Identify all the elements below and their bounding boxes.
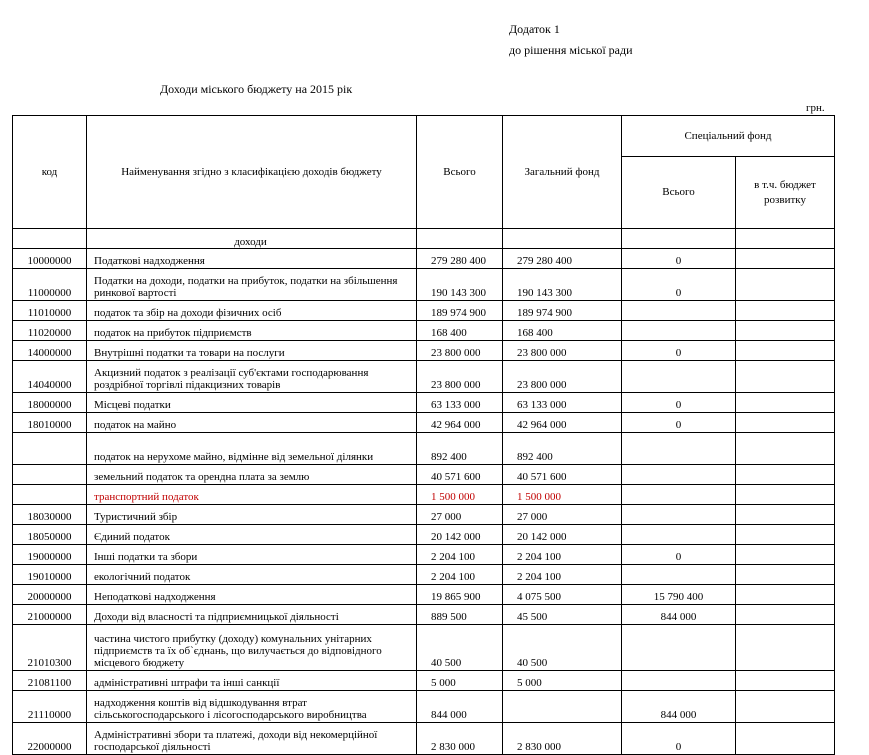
row-code	[13, 465, 87, 485]
row-general-fund: 63 133 000	[503, 393, 622, 413]
row-special-total: 0	[622, 393, 736, 413]
row-code: 18010000	[13, 413, 87, 433]
row-code: 21081100	[13, 671, 87, 691]
row-special-development	[736, 525, 835, 545]
row-general-fund: 190 143 300	[503, 269, 622, 301]
row-special-total	[622, 505, 736, 525]
row-code: 11010000	[13, 301, 87, 321]
row-general-fund: 20 142 000	[503, 525, 622, 545]
row-general-fund: 23 800 000	[503, 341, 622, 361]
table-row	[13, 585, 835, 605]
row-general-fund: 279 280 400	[503, 249, 622, 269]
table-row	[13, 671, 835, 691]
row-total: 40 571 600	[417, 465, 503, 485]
row-special-total	[622, 671, 736, 691]
annex-label: Додаток 1	[509, 22, 560, 36]
row-code: 11000000	[13, 269, 87, 301]
row-general-fund: 40 571 600	[503, 465, 622, 485]
row-total: 2 830 000	[417, 723, 503, 755]
row-name: Місцеві податки	[87, 393, 417, 413]
row-general-fund: 1 500 000	[503, 485, 622, 505]
row-special-development	[736, 465, 835, 485]
row-code: 18050000	[13, 525, 87, 545]
table-row	[13, 545, 835, 565]
row-special-total: 0	[622, 249, 736, 269]
row-special-total: 0	[622, 341, 736, 361]
row-general-fund	[503, 691, 622, 723]
table-row	[13, 465, 835, 485]
section-label: доходи	[87, 229, 417, 249]
row-name: надходження коштів від відшкодування втрат сільськогосподарського і лісогосподарського виробництва	[87, 691, 417, 723]
row-code: 14000000	[13, 341, 87, 361]
row-special-development	[736, 249, 835, 269]
row-name: Податки на доходи, податки на прибуток, податки на збільшення ринкової вартості	[87, 269, 417, 301]
table-row	[13, 249, 835, 269]
budget-revenue-table	[12, 115, 835, 755]
row-code: 21110000	[13, 691, 87, 723]
table-row	[13, 361, 835, 393]
row-name: Адміністративні збори та платежі, доходи від некомерційної господарської діяльності	[87, 723, 417, 755]
row-special-development	[736, 605, 835, 625]
row-name: Туристичний збір	[87, 505, 417, 525]
row-total: 189 974 900	[417, 301, 503, 321]
header-special-fund: Спеціальний фонд	[622, 116, 835, 157]
header-total: Всього	[417, 116, 503, 229]
row-special-development	[736, 671, 835, 691]
table-row	[13, 321, 835, 341]
row-total: 27 000	[417, 505, 503, 525]
row-general-fund: 168 400	[503, 321, 622, 341]
row-special-total	[622, 361, 736, 393]
row-special-development	[736, 361, 835, 393]
row-special-development	[736, 691, 835, 723]
row-code: 18000000	[13, 393, 87, 413]
row-name: податок на майно	[87, 413, 417, 433]
row-total: 889 500	[417, 605, 503, 625]
row-special-total: 15 790 400	[622, 585, 736, 605]
row-special-total: 844 000	[622, 605, 736, 625]
row-total: 190 143 300	[417, 269, 503, 301]
row-name: податок на нерухоме майно, відмінне від земельної ділянки	[87, 433, 417, 465]
row-code: 22000000	[13, 723, 87, 755]
row-code: 14040000	[13, 361, 87, 393]
table-row	[13, 565, 835, 585]
table-row	[13, 505, 835, 525]
table-row	[13, 723, 835, 755]
table-row	[13, 485, 835, 505]
row-general-fund: 5 000	[503, 671, 622, 691]
row-special-development	[736, 269, 835, 301]
row-special-total: 844 000	[622, 691, 736, 723]
header-code: код	[13, 116, 87, 229]
table-row	[13, 413, 835, 433]
row-name: частина чистого прибутку (доходу) комунальних унітарних підприємств та їх об`єднань, що вилучається до відповідного місцевого бюджету	[87, 625, 417, 671]
row-special-total: 0	[622, 413, 736, 433]
row-special-development	[736, 485, 835, 505]
row-special-total	[622, 485, 736, 505]
row-special-development	[736, 301, 835, 321]
row-total: 2 204 100	[417, 545, 503, 565]
row-name: податок на прибуток підприємств	[87, 321, 417, 341]
row-special-development	[736, 585, 835, 605]
row-name: екологічний податок	[87, 565, 417, 585]
row-total: 20 142 000	[417, 525, 503, 545]
row-code: 18030000	[13, 505, 87, 525]
row-name: транспортний податок	[87, 485, 417, 505]
row-special-total	[622, 565, 736, 585]
row-total: 19 865 900	[417, 585, 503, 605]
header-special-total: Всього	[622, 157, 736, 229]
row-general-fund: 892 400	[503, 433, 622, 465]
row-general-fund: 40 500	[503, 625, 622, 671]
row-general-fund: 23 800 000	[503, 361, 622, 393]
row-code	[13, 485, 87, 505]
row-special-total	[622, 433, 736, 465]
row-special-total	[622, 321, 736, 341]
row-total: 892 400	[417, 433, 503, 465]
row-special-development	[736, 341, 835, 361]
row-special-development	[736, 321, 835, 341]
row-special-total	[622, 465, 736, 485]
row-special-development	[736, 625, 835, 671]
header-name: Найменування згідно з класифікацією доходів бюджету	[87, 116, 417, 229]
row-total: 5 000	[417, 671, 503, 691]
row-special-development	[736, 723, 835, 755]
row-total: 23 800 000	[417, 361, 503, 393]
header-general-fund: Загальний фонд	[503, 116, 622, 229]
row-total: 2 204 100	[417, 565, 503, 585]
table-row	[13, 691, 835, 723]
table-row	[13, 301, 835, 321]
row-special-total	[622, 525, 736, 545]
table-row	[13, 341, 835, 361]
row-special-development	[736, 393, 835, 413]
row-total: 42 964 000	[417, 413, 503, 433]
row-name: Внутрішні податки та товари на послуги	[87, 341, 417, 361]
row-total: 23 800 000	[417, 341, 503, 361]
row-total: 1 500 000	[417, 485, 503, 505]
table-row	[13, 433, 835, 465]
row-special-total: 0	[622, 269, 736, 301]
row-name: земельний податок та орендна плата за землю	[87, 465, 417, 485]
row-general-fund: 27 000	[503, 505, 622, 525]
row-name: Неподаткові надходження	[87, 585, 417, 605]
row-code: 21010300	[13, 625, 87, 671]
row-general-fund: 2 204 100	[503, 565, 622, 585]
row-code: 21000000	[13, 605, 87, 625]
row-general-fund: 45 500	[503, 605, 622, 625]
row-name: Єдиний податок	[87, 525, 417, 545]
document-title: Доходи міського бюджету на 2015 рік	[160, 82, 353, 96]
row-name: податок та збір на доходи фізичних осіб	[87, 301, 417, 321]
row-total: 63 133 000	[417, 393, 503, 413]
row-special-total	[622, 625, 736, 671]
row-code: 20000000	[13, 585, 87, 605]
table-row	[13, 605, 835, 625]
row-special-development	[736, 433, 835, 465]
annex-reference: до рішення міської ради	[509, 43, 633, 57]
row-code: 19010000	[13, 565, 87, 585]
row-special-development	[736, 565, 835, 585]
row-special-development	[736, 413, 835, 433]
row-code: 11020000	[13, 321, 87, 341]
row-special-total: 0	[622, 545, 736, 565]
row-special-development	[736, 505, 835, 525]
row-special-total: 0	[622, 723, 736, 755]
row-name: адміністративні штрафи та інші санкції	[87, 671, 417, 691]
row-general-fund: 189 974 900	[503, 301, 622, 321]
row-special-development	[736, 545, 835, 565]
row-name: Доходи від власності та підприємницької діяльності	[87, 605, 417, 625]
table-row	[13, 525, 835, 545]
row-name: Податкові надходження	[87, 249, 417, 269]
row-code: 10000000	[13, 249, 87, 269]
row-total: 168 400	[417, 321, 503, 341]
row-general-fund: 42 964 000	[503, 413, 622, 433]
table-body	[13, 229, 835, 755]
table-row	[13, 393, 835, 413]
currency-unit-label: грн.	[806, 102, 825, 114]
row-total: 279 280 400	[417, 249, 503, 269]
header-special-development: в т.ч. бюджет розвитку	[736, 157, 835, 229]
table-row	[13, 625, 835, 671]
row-code: 19000000	[13, 545, 87, 565]
row-general-fund: 4 075 500	[503, 585, 622, 605]
row-general-fund: 2 830 000	[503, 723, 622, 755]
row-total: 40 500	[417, 625, 503, 671]
row-special-total	[622, 301, 736, 321]
row-name: Акцизний податок з реалізації суб'єктами господарювання роздрібної торгівлі підакцизних товарів	[87, 361, 417, 393]
row-total: 844 000	[417, 691, 503, 723]
row-name: Інші податки та збори	[87, 545, 417, 565]
row-general-fund: 2 204 100	[503, 545, 622, 565]
table-row	[13, 269, 835, 301]
section-row	[13, 229, 835, 249]
row-code	[13, 433, 87, 465]
